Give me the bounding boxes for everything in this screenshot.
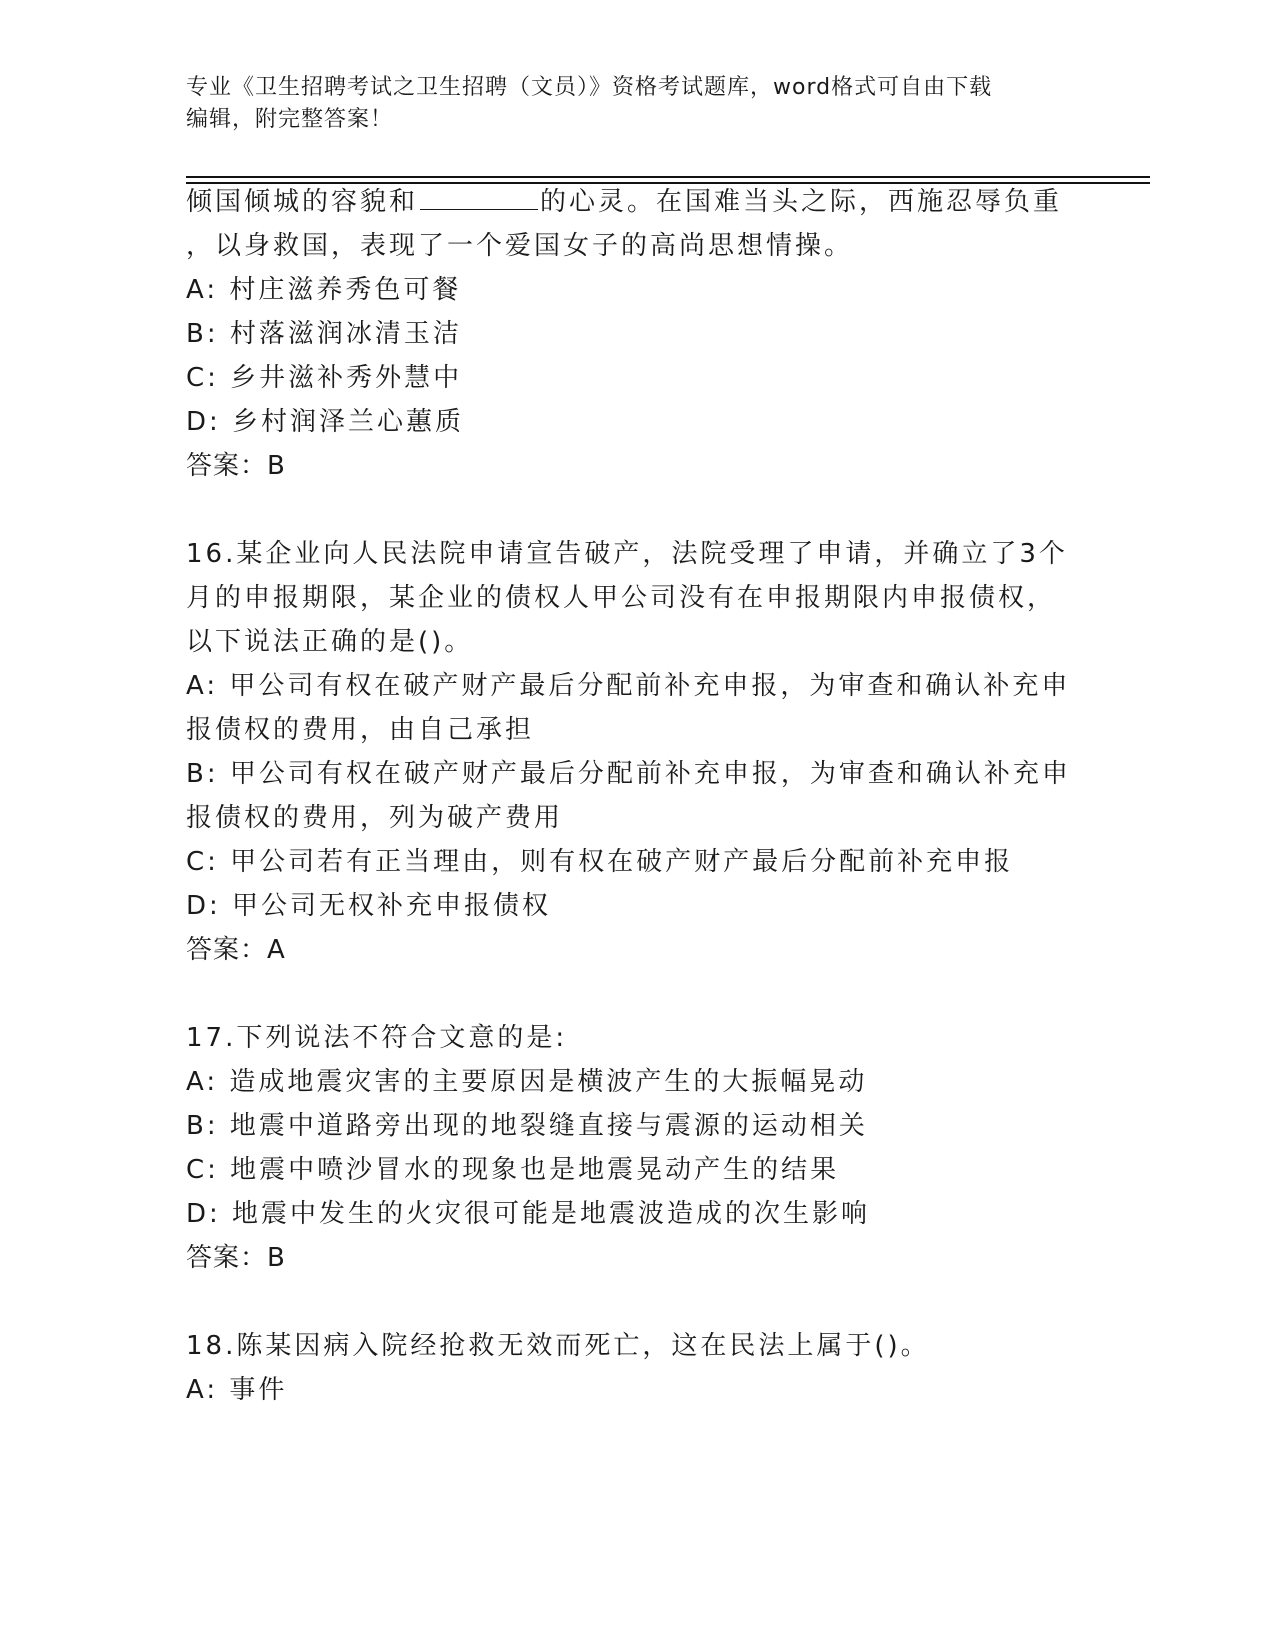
q15-option-a: A: 村庄滋养秀色可餐 xyxy=(186,275,462,305)
q15-option-c: C: 乡井滋补秀外慧中 xyxy=(186,363,463,393)
document-header xyxy=(186,72,1086,136)
q15-fill-blank xyxy=(420,187,538,210)
q16-stem-line-1: 16.某企业向人民法院申请宣告破产，法院受理了申请，并确立了3个 xyxy=(186,539,1068,569)
q17-answer: 答案：B xyxy=(186,1243,286,1273)
q15-stem-line-2: ，以身救国，表现了一个爱国女子的高尚思想情操。 xyxy=(186,231,854,261)
q17-option-c: C: 地震中喷沙冒水的现象也是地震晃动产生的结果 xyxy=(186,1155,840,1185)
header-line-1: 专业《卫生招聘考试之卫生招聘（文员）》资格考试题库，word格式可自由下载 xyxy=(186,75,993,100)
q17-option-d: D: 地震中发生的火灾很可能是地震波造成的次生影响 xyxy=(186,1199,871,1229)
q18-stem: 18.陈某因病入院经抢救无效而死亡，这在民法上属于()。 xyxy=(186,1331,930,1361)
q16-stem-line-2: 月的申报期限，某企业的债权人甲公司没有在申报期限内申报债权， xyxy=(186,583,1057,613)
q16-option-d: D: 甲公司无权补充申报债权 xyxy=(186,891,552,921)
q18-option-a: A: 事件 xyxy=(186,1375,288,1405)
header-divider-top xyxy=(186,176,1150,178)
q16-answer: 答案：A xyxy=(186,935,286,965)
q15-option-d: D: 乡村润泽兰心蕙质 xyxy=(186,407,465,437)
q15-stem-line-1 xyxy=(186,186,1062,218)
q15-option-b: B: 村落滋润冰清玉洁 xyxy=(186,319,462,349)
q16-option-b-line-2: 报债权的费用，列为破产费用 xyxy=(186,803,564,833)
q15-stem-part-2: 的心灵。在国难当头之际，西施忍辱负重 xyxy=(540,187,1063,217)
q16-stem-line-3: 以下说法正确的是()。 xyxy=(186,627,474,657)
header-line-2: 编辑，附完整答案！ xyxy=(186,107,394,132)
q16-option-c: C: 甲公司若有正当理由，则有权在破产财产最后分配前补充申报 xyxy=(186,847,1014,877)
q16-option-b-line-1: B: 甲公司有权在破产财产最后分配前补充申报，为审查和确认补充申 xyxy=(186,759,1071,789)
q17-option-a: A: 造成地震灾害的主要原因是横波产生的大振幅晃动 xyxy=(186,1067,868,1097)
q16-option-a-line-2: 报债权的费用，由自己承担 xyxy=(186,715,535,745)
q17-stem: 17.下列说法不符合文意的是: xyxy=(186,1023,568,1053)
q16-option-a-line-1: A: 甲公司有权在破产财产最后分配前补充申报，为审查和确认补充申 xyxy=(186,671,1071,701)
q15-answer: 答案：B xyxy=(186,451,286,481)
header-divider-bottom xyxy=(186,182,1150,184)
q17-option-b: B: 地震中道路旁出现的地裂缝直接与震源的运动相关 xyxy=(186,1111,868,1141)
q15-stem-part-1: 倾国倾城的容貌和 xyxy=(186,187,419,217)
